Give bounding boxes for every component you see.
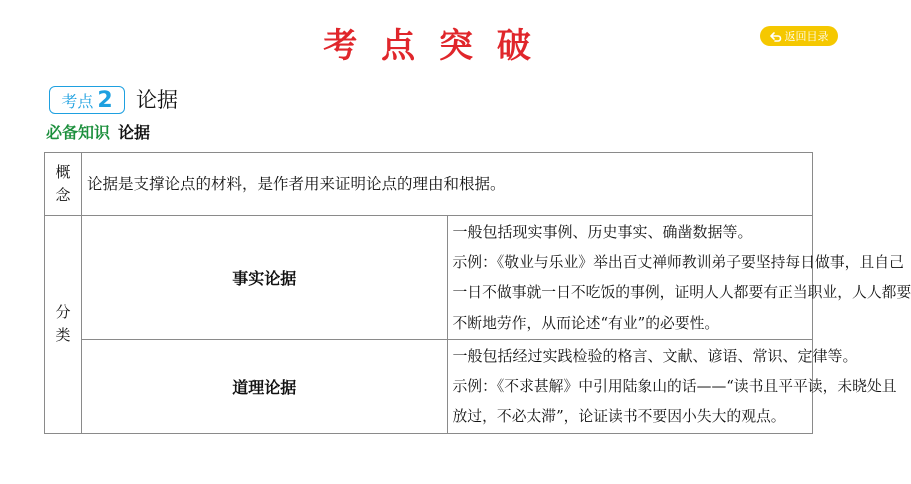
kaodian-number: 2 [97,87,113,113]
category-label: 分 类 [45,216,82,434]
content-line: 不断地劳作，从而论述“有业”的必要性。 [452,314,720,332]
kaodian-prefix: 考点 [61,91,94,111]
fact-evidence-content [447,216,911,340]
kaodian-title: 论据 [136,88,178,112]
reason-evidence-row [45,340,813,434]
concept-text: 论据是支撑论点的材料，是作者用来证明论点的理由和根据。 [82,153,813,216]
subhead-topic: 论据 [118,123,151,142]
section-subheading [46,122,150,144]
concept-row [45,153,813,216]
reason-evidence-content [447,340,897,434]
fact-evidence-name: 事实论据 [82,216,448,340]
page-title: 考 点 突 破 [323,26,537,66]
back-button-label: 返回目录 [784,30,829,43]
fact-evidence-row [45,216,813,340]
kaodian-badge [49,86,125,114]
concept-label: 概 念 [45,153,82,216]
content-line: 放过，不必太滞”，论证读书不要因小失大的观点。 [452,408,786,425]
return-arrow-icon [770,31,782,42]
content-line: 示例：《敬业与乐业》举出百丈禅师教训弟子要坚持每日做事，且自己 [452,253,904,271]
knowledge-table [44,152,911,434]
content-line: 一般包括现实事例、历史事实、确凿数据等。 [452,223,753,241]
content-line: 一般包括经过实践检验的格言、文献、谚语、常识、定律等。 [452,347,858,365]
back-to-contents-button[interactable] [760,26,838,46]
reason-evidence-name: 道理论据 [82,340,448,434]
content-line: 一日不做事就一日不吃饭的事例，证明人人都要有正当职业，人人都要 [452,284,911,301]
subhead-label: 必备知识 [46,123,111,142]
content-line: 示例：《不求甚解》中引用陆象山的话——“读书且平平读，未晓处且 [452,377,897,395]
